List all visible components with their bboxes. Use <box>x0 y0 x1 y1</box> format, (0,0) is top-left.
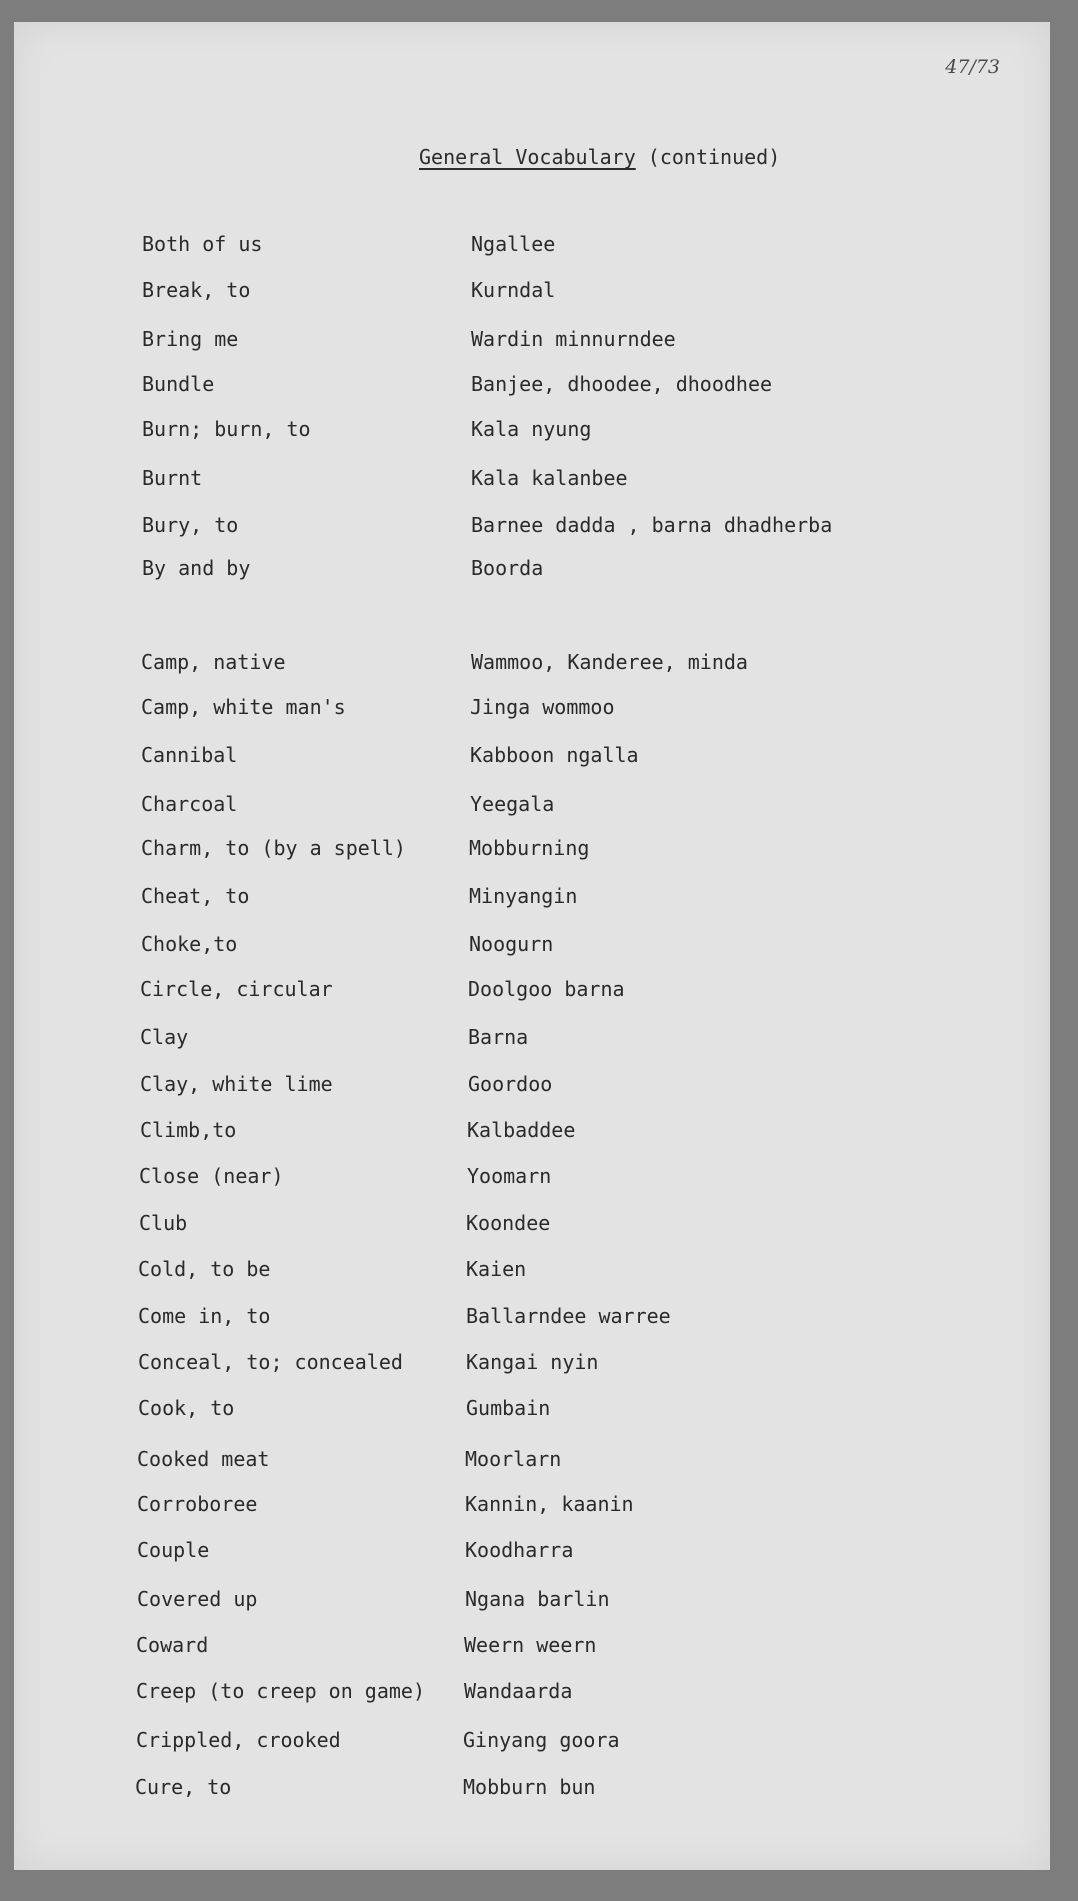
aboriginal-term: Koodharra <box>465 1538 574 1562</box>
english-term: Charm, to (by a spell) <box>141 836 406 860</box>
aboriginal-term: Barna <box>468 1025 529 1049</box>
aboriginal-term: Kala nyung <box>471 417 592 441</box>
english-term: Break, to <box>142 278 251 302</box>
english-term: Camp, white man's <box>141 695 346 719</box>
aboriginal-term: Ngana barlin <box>465 1587 610 1611</box>
english-term: Clay <box>140 1025 189 1049</box>
english-term: Clay, white lime <box>140 1072 333 1096</box>
aboriginal-term: Ballarndee warree <box>466 1304 671 1328</box>
aboriginal-term: Kalbaddee <box>467 1118 576 1142</box>
english-term: Climb,to <box>140 1118 237 1142</box>
aboriginal-term: Wardin minnurndee <box>471 327 676 351</box>
aboriginal-term: Wammoo, Kanderee, minda <box>471 650 748 674</box>
english-term: Close (near) <box>139 1164 284 1188</box>
english-term: Bring me <box>142 327 239 351</box>
aboriginal-term: Ngallee <box>471 232 556 256</box>
aboriginal-term: Jinga wommoo <box>470 695 615 719</box>
english-term: Cure, to <box>135 1775 232 1799</box>
aboriginal-term: Kannin, kaanin <box>465 1492 634 1516</box>
aboriginal-term: Weern weern <box>464 1633 597 1657</box>
title-suffix: (continued) <box>647 145 781 169</box>
english-term: Cannibal <box>141 743 238 767</box>
title-main: General Vocabulary <box>419 145 636 169</box>
english-term: Crippled, crooked <box>136 1728 341 1752</box>
english-term: Couple <box>137 1538 210 1562</box>
english-term: Corroboree <box>137 1492 258 1516</box>
page-number: 47/73 <box>945 56 1000 78</box>
aboriginal-term: Moorlarn <box>465 1447 562 1471</box>
aboriginal-term: Barnee dadda , barna dhadherba <box>471 513 833 537</box>
aboriginal-term: Boorda <box>471 556 544 580</box>
vocabulary-list <box>14 22 1050 1870</box>
english-term: Both of us <box>142 232 263 256</box>
english-term: Club <box>139 1211 188 1235</box>
aboriginal-term: Kurndal <box>471 278 556 302</box>
english-term: Creep (to creep on game) <box>136 1679 425 1703</box>
aboriginal-term: Mobburning <box>469 836 590 860</box>
aboriginal-term: Kaien <box>466 1257 527 1281</box>
english-term: Cheat, to <box>141 884 250 908</box>
aboriginal-term: Yoomarn <box>467 1164 552 1188</box>
english-term: Cold, to be <box>138 1257 271 1281</box>
english-term: Choke,to <box>141 932 238 956</box>
english-term: Camp, native <box>141 650 286 674</box>
aboriginal-term: Wandaarda <box>464 1679 573 1703</box>
aboriginal-term: Doolgoo barna <box>468 977 625 1001</box>
aboriginal-term: Kangai nyin <box>466 1350 599 1374</box>
english-term: Circle, circular <box>140 977 333 1001</box>
english-term: Cook, to <box>138 1396 235 1420</box>
aboriginal-term: Goordoo <box>468 1072 553 1096</box>
aboriginal-term: Ginyang goora <box>463 1728 620 1752</box>
aboriginal-term: Banjee, dhoodee, dhoodhee <box>471 372 773 396</box>
aboriginal-term: Koondee <box>466 1211 551 1235</box>
english-term: Burn; burn, to <box>142 417 311 441</box>
english-term: Coward <box>136 1633 209 1657</box>
aboriginal-term: Kabboon ngalla <box>470 743 639 767</box>
english-term: Bury, to <box>142 513 239 537</box>
english-term: Burnt <box>142 466 203 490</box>
aboriginal-term: Gumbain <box>466 1396 551 1420</box>
english-term: Cooked meat <box>137 1447 270 1471</box>
english-term: Charcoal <box>141 792 238 816</box>
english-term: Conceal, to; concealed <box>138 1350 403 1374</box>
aboriginal-term: Kala kalanbee <box>471 466 628 490</box>
english-term: Covered up <box>137 1587 258 1611</box>
aboriginal-term: Minyangin <box>469 884 578 908</box>
aboriginal-term: Yeegala <box>470 792 555 816</box>
document-page <box>14 22 1050 1870</box>
english-term: Come in, to <box>138 1304 271 1328</box>
english-term: Bundle <box>142 372 215 396</box>
aboriginal-term: Noogurn <box>469 932 554 956</box>
aboriginal-term: Mobburn bun <box>463 1775 596 1799</box>
english-term: By and by <box>142 556 251 580</box>
